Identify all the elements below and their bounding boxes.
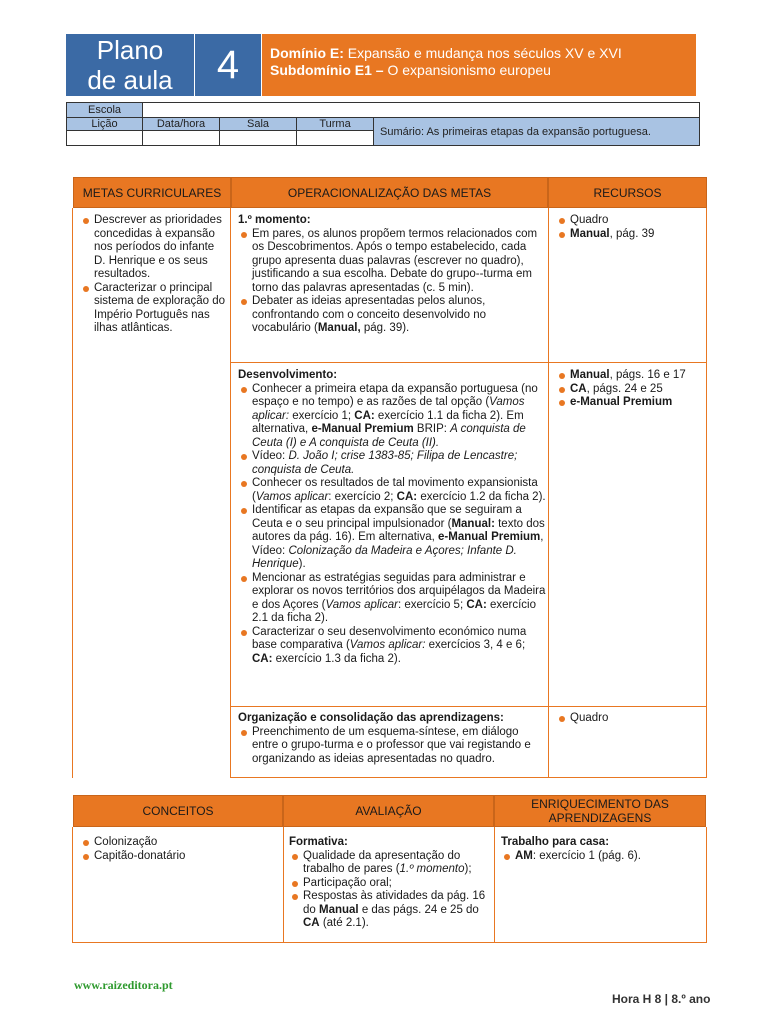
row-rule-3 <box>230 777 707 778</box>
avaliacao-item-2: Participação oral; <box>289 877 489 891</box>
recurso-quadro-2: Quadro <box>556 712 704 726</box>
conceito-item: Colonização <box>80 836 280 850</box>
second-col-rule-1 <box>283 827 284 943</box>
organizacao-item: Preenchimento de um esquema-síntese, em diálogo entre o grupo-turma e o professor que vai registando e organizando as ideias apresentadas no quadro. <box>238 726 547 767</box>
website-link[interactable]: www.raizeditora.pt <box>74 978 173 992</box>
enriquecimento-cell <box>501 836 703 863</box>
enriquecimento-item: AM: exercício 1 (pág. 6). <box>501 850 703 864</box>
desenv-item-3: Conhecer os resultados de tal movimento expansionista (Vamos aplicar: exercício 2; CA: exercício 1.2 da ficha 2). <box>238 477 547 504</box>
momento-item-2: Debater as ideias apresentadas pelos alunos, confrontando com o conceito desenvolvido no vocabulário (Manual, pág. 39). <box>238 295 546 336</box>
recurso-manual-2: Manual, págs. 16 e 17 <box>556 369 704 383</box>
meta-item: Caracterizar o principal sistema de exploração do Império Português nas ilhas atlânticas. <box>80 282 226 336</box>
organizacao-cell <box>238 712 547 766</box>
row-rule-1 <box>230 362 707 363</box>
recurso-manual: Manual, pág. 39 <box>556 228 704 242</box>
domain-box <box>262 34 696 96</box>
recursos-cell-3 <box>556 712 704 726</box>
domain-text: Expansão e mudança nos séculos XV e XVI <box>343 45 622 61</box>
meta-item: Descrever as prioridades concedidas à expansão nos períodos do infante D. Henrique e os seus resultados. <box>80 214 226 282</box>
col-rule-2 <box>548 208 549 778</box>
momento-title: 1.º momento: <box>238 214 311 226</box>
licao-value <box>67 131 143 145</box>
subdomain-label: Subdomínio E1 – <box>270 62 384 78</box>
recurso-ca: CA, págs. 24 e 25 <box>556 383 704 397</box>
plan-title-box <box>66 34 194 96</box>
licao-label: Lição <box>67 118 143 131</box>
momento-item-1: Em pares, os alunos propõem termos relacionados com os Descobrimentos. Após o tempo estabelecido, cada grupo apresenta duas palavras (escrever no quadro), justificando a sua escolha. Debate do grupo--turma em torno das palavras apresentadas (c. 5 min). <box>238 228 546 296</box>
data-hora-label: Data/hora <box>143 118 220 131</box>
recurso-emanual: e-Manual Premium <box>556 396 704 410</box>
domain-label: Domínio E: <box>270 45 344 61</box>
avaliacao-item-1: Qualidade da apresentação do trabalho de pares (1.º momento); <box>289 850 489 877</box>
avaliacao-title: Formativa: <box>289 836 348 848</box>
recurso-quadro: Quadro <box>556 214 704 228</box>
sala-value <box>220 131 297 145</box>
data-hora-value <box>143 131 220 145</box>
desenv-item-4: Identificar as etapas da expansão que se seguiram a Ceuta e o seu principal impulsionador (Manual: texto dos autores da pág. 16). Em alternativa, e-Manual Premium, Vídeo: Colonização da Madeira e Açores; Infante D. Henrique). <box>238 504 547 572</box>
plan-title-line1: Plano <box>96 35 164 65</box>
desenv-item-6: Caracterizar o seu desenvolvimento económico numa base comparativa (Vamos aplicar: exercícios 3, 4 e 6; CA: exercício 1.3 da ficha 2). <box>238 626 547 667</box>
left-rule <box>72 208 73 778</box>
subdomain-text: O expansionismo europeu <box>383 62 551 78</box>
sumario: Sumário: As primeiras etapas da expansão portuguesa. <box>374 118 699 145</box>
turma-label: Turma <box>297 118 374 131</box>
momento-cell <box>238 214 546 336</box>
header-conceitos: CONCEITOS <box>73 795 283 827</box>
footer-book-label: Hora H 8 | 8.º ano <box>612 992 711 1006</box>
plan-title-line2: de aula <box>87 65 173 95</box>
sala-label: Sala <box>220 118 297 131</box>
conceitos-cell <box>80 836 280 863</box>
header-recursos: RECURSOS <box>548 177 707 208</box>
desenv-item-1: Conhecer a primeira etapa da expansão portuguesa (no espaço e no tempo) e as razões de tal opção (Vamos aplicar: exercício 1; CA: exercício 1.1 da ficha 2). Em alternativa, e-Manual Premium BRIP: A conquista de Ceuta (I) e A conquista de Ceuta (II). <box>238 383 547 451</box>
avaliacao-cell <box>289 836 489 931</box>
lesson-number: 4 <box>195 34 261 96</box>
header-avaliacao: AVALIAÇÃO <box>283 795 494 827</box>
lesson-info-grid <box>66 102 700 146</box>
second-col-rule-2 <box>494 827 495 943</box>
escola-value <box>143 103 699 118</box>
desenvolvimento-title: Desenvolvimento: <box>238 369 338 381</box>
metas-cell <box>80 214 226 336</box>
recursos-cell-1 <box>556 214 704 241</box>
desenv-item-2: Vídeo: D. João I; crise 1383-85; Filipa de Lencastre; conquista de Ceuta. <box>238 450 547 477</box>
desenvolvimento-cell <box>238 369 547 666</box>
escola-label: Escola <box>67 103 143 118</box>
enriquecimento-title: Trabalho para casa: <box>501 836 610 848</box>
right-rule <box>706 208 707 778</box>
header-operacionalizacao: OPERACIONALIZAÇÃO DAS METAS <box>231 177 548 208</box>
recursos-cell-2 <box>556 369 704 410</box>
organizacao-title: Organização e consolidação das aprendizagens: <box>238 712 504 724</box>
header-enriquecimento: ENRIQUECIMENTO DAS APRENDIZAGENS <box>494 795 706 827</box>
avaliacao-item-3: Respostas às atividades da pág. 16 do Manual e das págs. 24 e 25 do CA (até 2.1). <box>289 890 489 931</box>
conceito-item: Capitão-donatário <box>80 850 280 864</box>
turma-value <box>297 131 374 145</box>
row-rule-2 <box>230 706 707 707</box>
col-rule-1 <box>230 208 231 778</box>
desenv-item-5: Mencionar as estratégias seguidas para administrar e explorar os novos territórios dos arquipélagos da Madeira e dos Açores (Vamos aplicar: exercício 5; CA: exercício 2.1 da ficha 2). <box>238 572 547 626</box>
header-metas: METAS CURRICULARES <box>73 177 231 208</box>
